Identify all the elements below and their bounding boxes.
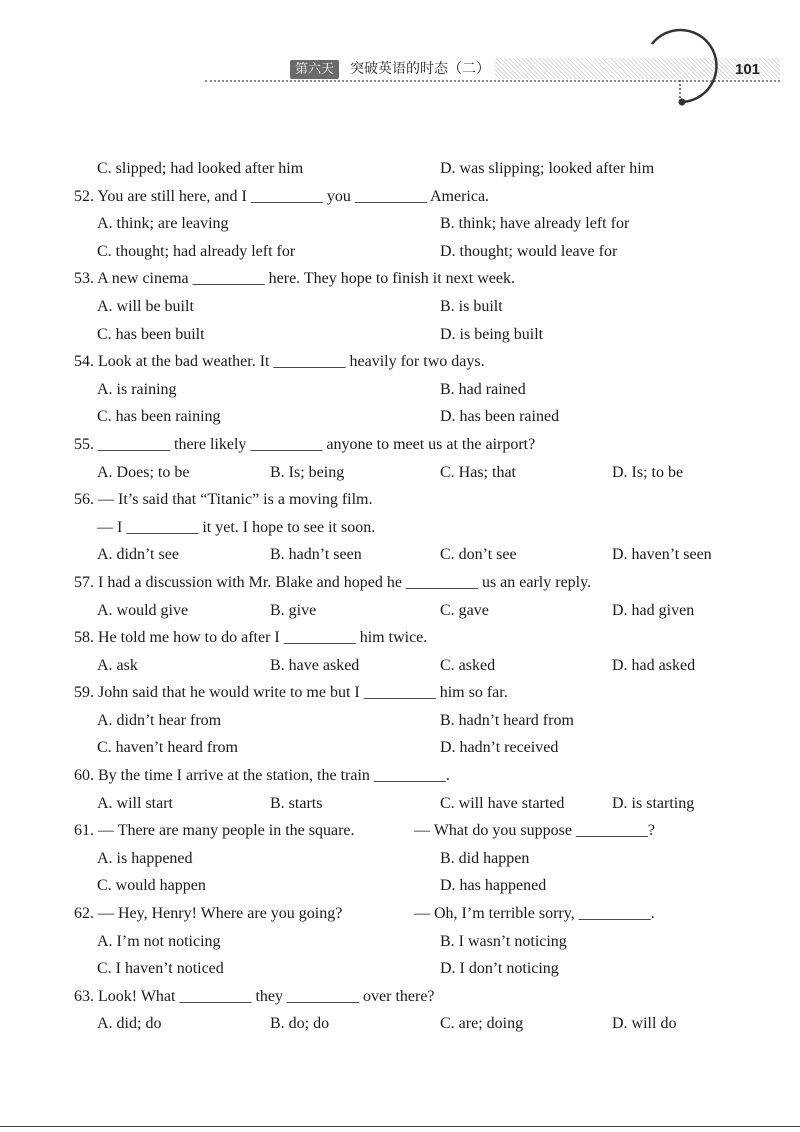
question-line: [0, 431, 800, 459]
answer-option: C. Has; that: [440, 463, 516, 481]
answer-option: D. had given: [612, 601, 695, 619]
decorative-arc-icon: [640, 20, 730, 110]
question-text: 63. Look! What _________ they _________ over there?: [74, 987, 435, 1005]
answer-option: D. has been rained: [440, 408, 560, 426]
question-text: 61. — There are many people in the square.: [74, 822, 355, 840]
answer-option: C. has been raining: [97, 408, 221, 426]
answer-option: B. did happen: [440, 849, 530, 867]
question-line: [0, 762, 800, 790]
options-row: [0, 541, 800, 569]
options-row: [0, 1010, 800, 1038]
chapter-title: 突破英语的时态（二）: [350, 61, 490, 77]
options-row: [0, 597, 800, 625]
question-line: [0, 569, 800, 597]
answer-option: A. didn’t hear from: [97, 711, 222, 729]
question-text: 55. _________ there likely _________ anyone to meet us at the airport?: [74, 435, 536, 453]
question-line: [0, 679, 800, 707]
question-reply: — What do you suppose _________?: [414, 822, 656, 840]
answer-option: C. thought; had already left for: [97, 242, 296, 260]
answer-option: B. give: [270, 601, 317, 619]
answer-option: C. don’t see: [440, 546, 517, 564]
options-row: [0, 210, 800, 238]
question-line: [0, 348, 800, 376]
answer-option: A. I’m not noticing: [97, 932, 221, 950]
answer-option: A. will be built: [97, 297, 194, 315]
answer-option: B. is built: [440, 297, 503, 315]
question-line: [0, 983, 800, 1011]
answer-option: C. would happen: [97, 877, 206, 895]
answer-option: A. ask: [97, 656, 138, 674]
answer-option: C. gave: [440, 601, 489, 619]
question-text: 56. — It’s said that “Titanic” is a moving film.: [74, 491, 373, 509]
answer-option: A. is happened: [97, 849, 193, 867]
answer-option: D. is starting: [612, 794, 695, 812]
question-line: [0, 265, 800, 293]
question-line: [0, 183, 800, 211]
options-row: [0, 652, 800, 680]
answer-option: C. asked: [440, 656, 496, 674]
options-row: [0, 734, 800, 762]
answer-option: D. thought; would leave for: [440, 242, 618, 260]
answer-option: D. will do: [612, 1015, 677, 1033]
answer-option: C. haven’t heard from: [97, 739, 238, 757]
answer-option: D. has happened: [440, 877, 547, 895]
question-text: 62. — Hey, Henry! Where are you going?: [74, 905, 343, 923]
page-header: [0, 0, 800, 120]
answer-option: B. have asked: [270, 656, 360, 674]
answer-option: B. Is; being: [270, 463, 345, 481]
answer-option: D. hadn’t received: [440, 739, 559, 757]
options-row: [0, 790, 800, 818]
options-row: [0, 293, 800, 321]
options-row: [0, 321, 800, 349]
question-text: — I _________ it yet. I hope to see it soon.: [97, 518, 376, 536]
answer-option: A. think; are leaving: [97, 215, 229, 233]
answer-option: D. Is; to be: [612, 463, 684, 481]
answer-option: D. is being built: [440, 325, 544, 343]
answer-option: C. slipped; had looked after him: [97, 160, 304, 177]
question-text: 52. You are still here, and I _________ you _________ America.: [74, 187, 490, 205]
answer-option: D. I don’t noticing: [440, 960, 559, 978]
question-line: [0, 624, 800, 652]
options-row: [0, 955, 800, 983]
options-row: [0, 403, 800, 431]
question-text: 54. Look at the bad weather. It _________ heavily for two days.: [74, 353, 485, 371]
answer-option: A. Does; to be: [97, 463, 190, 481]
question-text: 58. He told me how to do after I _________ him twice.: [74, 629, 428, 647]
options-row: [0, 459, 800, 487]
question-line: [0, 900, 800, 928]
answer-option: D. haven’t seen: [612, 546, 712, 564]
answer-option: A. did; do: [97, 1015, 162, 1033]
options-row: [0, 155, 800, 183]
answer-option: B. think; have already left for: [440, 215, 630, 233]
answer-option: C. I haven’t noticed: [97, 960, 224, 978]
page-number: 101: [735, 61, 761, 78]
question-text: 57. I had a discussion with Mr. Blake and hoped he _________ us an early reply.: [74, 573, 592, 591]
question-line: [0, 486, 800, 514]
question-reply: — Oh, I’m terrible sorry, _________.: [414, 905, 655, 923]
answer-option: A. will start: [97, 794, 173, 812]
answer-option: C. will have started: [440, 794, 565, 812]
options-row: [0, 928, 800, 956]
bottom-rule: [0, 1126, 800, 1127]
options-row: [0, 376, 800, 404]
answer-option: B. had rained: [440, 380, 526, 398]
answer-option: D. had asked: [612, 656, 696, 674]
options-row: [0, 845, 800, 873]
answer-option: C. are; doing: [440, 1015, 524, 1033]
answer-option: A. would give: [97, 601, 189, 619]
answer-option: A. didn’t see: [97, 546, 179, 564]
chapter-tag: 第六天: [290, 60, 339, 79]
question-line: [0, 817, 800, 845]
question-line: [0, 514, 800, 542]
answer-option: B. do; do: [270, 1015, 330, 1033]
answer-option: C. has been built: [97, 325, 205, 343]
answer-option: B. I wasn’t noticing: [440, 932, 567, 950]
question-text: 59. John said that he would write to me but I _________ him so far.: [74, 684, 508, 702]
question-text: 53. A new cinema _________ here. They hope to finish it next week.: [74, 270, 515, 288]
options-row: [0, 238, 800, 266]
options-row: [0, 707, 800, 735]
answer-option: B. starts: [270, 794, 323, 812]
answer-option: B. hadn’t seen: [270, 546, 362, 564]
options-row: [0, 872, 800, 900]
answer-option: A. is raining: [97, 380, 177, 398]
question-text: 60. By the time I arrive at the station, the train _________.: [74, 767, 450, 785]
exercise-list: [0, 155, 800, 1038]
answer-option: D. was slipping; looked after him: [440, 160, 655, 177]
answer-option: B. hadn’t heard from: [440, 711, 574, 729]
